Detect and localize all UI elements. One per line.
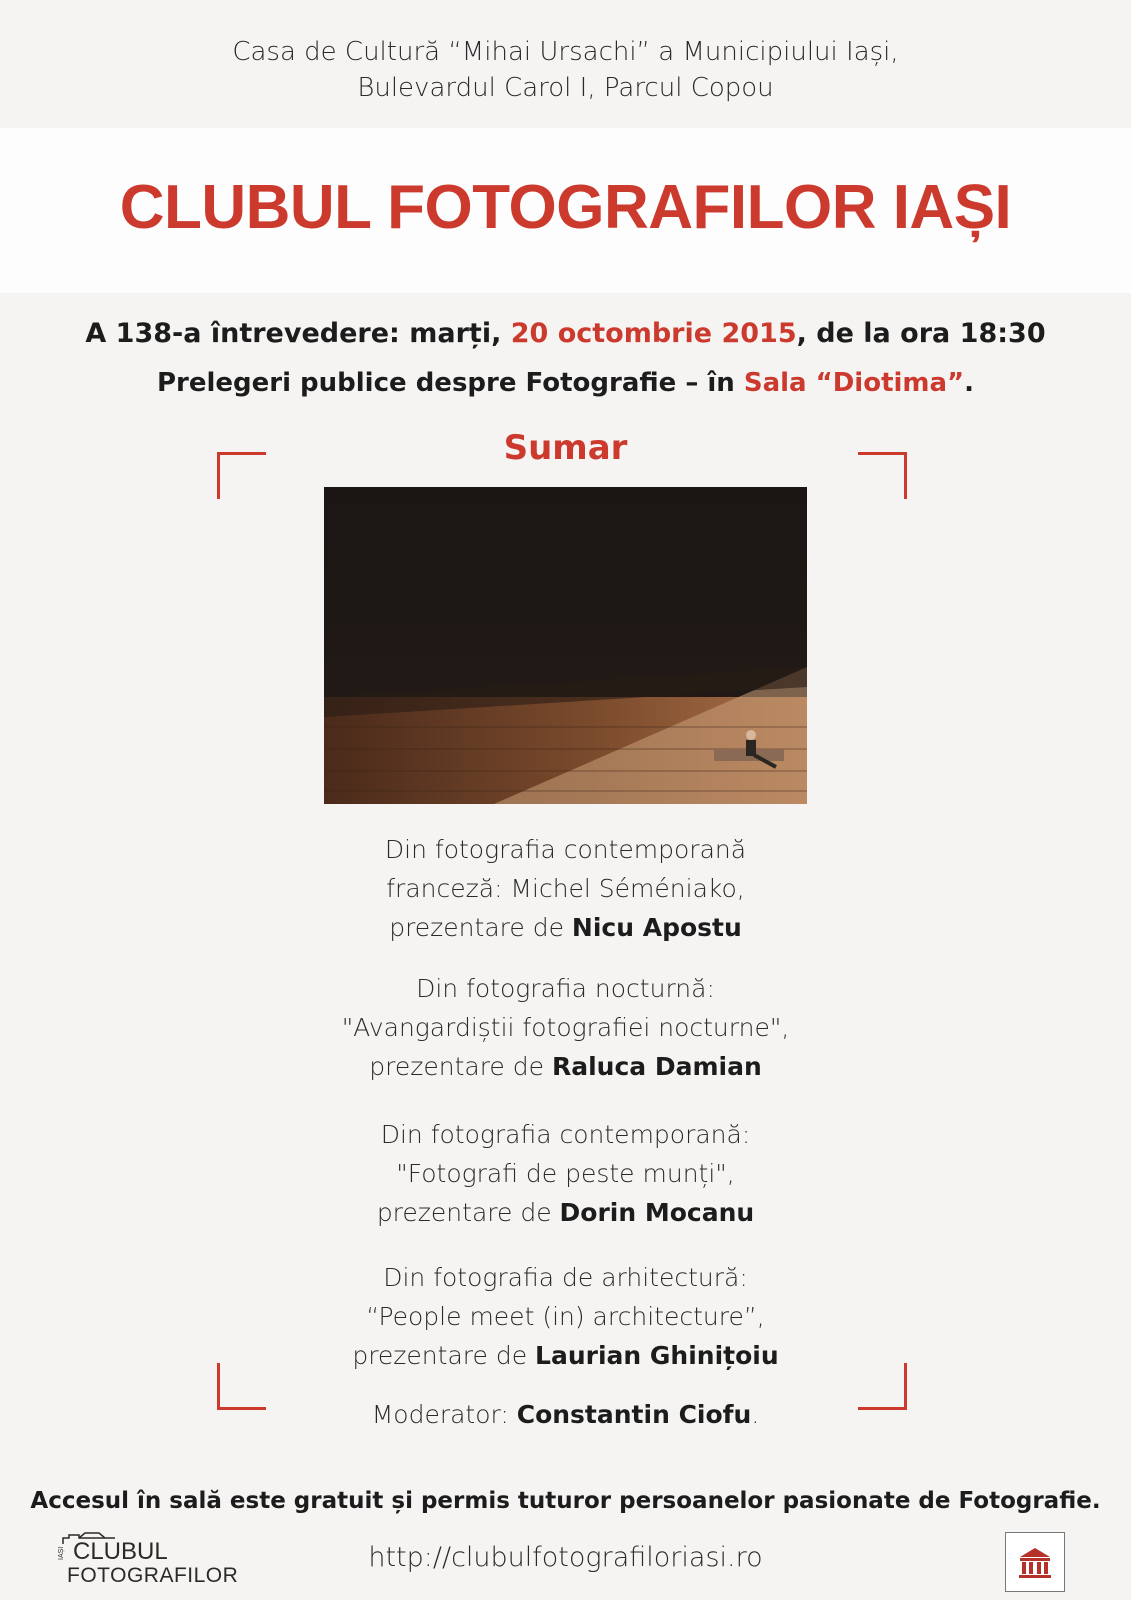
- item-presenter-line: [0, 1336, 1131, 1375]
- item-presenter-line: [0, 908, 1131, 947]
- cultural-house-logo: [1005, 1532, 1065, 1592]
- logo-line-1: CLUBUL: [73, 1538, 168, 1565]
- meeting-date: 20 octombrie 2015: [510, 318, 797, 349]
- presenter-name: Raluca Damian: [551, 1052, 762, 1081]
- presenter-prefix: prezentare de: [389, 913, 572, 942]
- featured-photo: [324, 487, 807, 804]
- item-presenter-line: [0, 1047, 1131, 1086]
- lectures-prefix: Prelegeri publice despre Fotografie – în: [156, 368, 744, 398]
- summary-item: [0, 1258, 1131, 1375]
- website-link[interactable]: http://clubulfotografiloriasi.ro: [368, 1542, 763, 1573]
- venue-line-1: Casa de Cultură “Mihai Ursachi” a Municipiului Iași,: [232, 37, 899, 67]
- building-logo-icon: [1006, 1533, 1064, 1591]
- item-topic: Din fotografia de arhitectură:: [383, 1263, 748, 1292]
- lectures-room: Sala “Diotima”: [743, 368, 965, 398]
- moderator-line: [0, 1400, 1131, 1429]
- item-subject: franceză: Michel Séméniako,: [386, 874, 745, 903]
- item-subject: "Fotografi de peste munți",: [396, 1159, 735, 1188]
- meeting-time: , de la ora 18:30: [796, 318, 1046, 349]
- summary-item: [0, 1115, 1131, 1232]
- presenter-prefix: prezentare de: [352, 1341, 536, 1370]
- presenter-name: Dorin Mocanu: [559, 1198, 755, 1227]
- frame-corner-top-right: [858, 452, 907, 499]
- access-notice: Accesul în sală este gratuit și permis tuturor persoanelor pasionate de Fotografie.: [30, 1488, 1101, 1514]
- item-subject: "Avangardiștii fotografiei nocturne",: [341, 1013, 790, 1042]
- summary-item: [0, 830, 1131, 947]
- meeting-prefix: A 138-a întrevedere: marți,: [85, 318, 511, 349]
- venue-address: [0, 34, 1131, 106]
- presenter-prefix: prezentare de: [369, 1052, 552, 1081]
- moderator-name: Constantin Ciofu: [516, 1400, 752, 1429]
- page-title: CLUBUL FOTOGRAFILOR IAȘI: [119, 173, 1012, 242]
- lectures-suffix: .: [964, 368, 975, 398]
- frame-corner-top-left: [217, 452, 266, 499]
- item-topic: Din fotografia nocturnă:: [416, 974, 715, 1003]
- moderator-label: Moderator:: [371, 1400, 517, 1429]
- item-topic: Din fotografia contemporană:: [380, 1120, 751, 1149]
- logo-side-text: IAȘI: [58, 1546, 65, 1560]
- presenter-prefix: prezentare de: [376, 1198, 560, 1227]
- summary-heading: Sumar: [503, 428, 628, 468]
- moderator-suffix: .: [751, 1400, 760, 1429]
- item-subject: “People meet (in) architecture”,: [366, 1302, 765, 1331]
- item-presenter-line: [0, 1193, 1131, 1232]
- presenter-name: Laurian Ghinițoiu: [535, 1341, 779, 1370]
- meeting-info: [0, 318, 1131, 349]
- presenter-name: Nicu Apostu: [571, 913, 742, 942]
- item-topic: Din fotografia contemporană: [384, 835, 747, 864]
- lectures-info: [0, 368, 1131, 398]
- logo-line-2: FOTOGRAFILOR: [67, 1564, 239, 1587]
- summary-item: [0, 969, 1131, 1086]
- venue-line-2: Bulevardul Carol I, Parcul Copou: [357, 73, 774, 103]
